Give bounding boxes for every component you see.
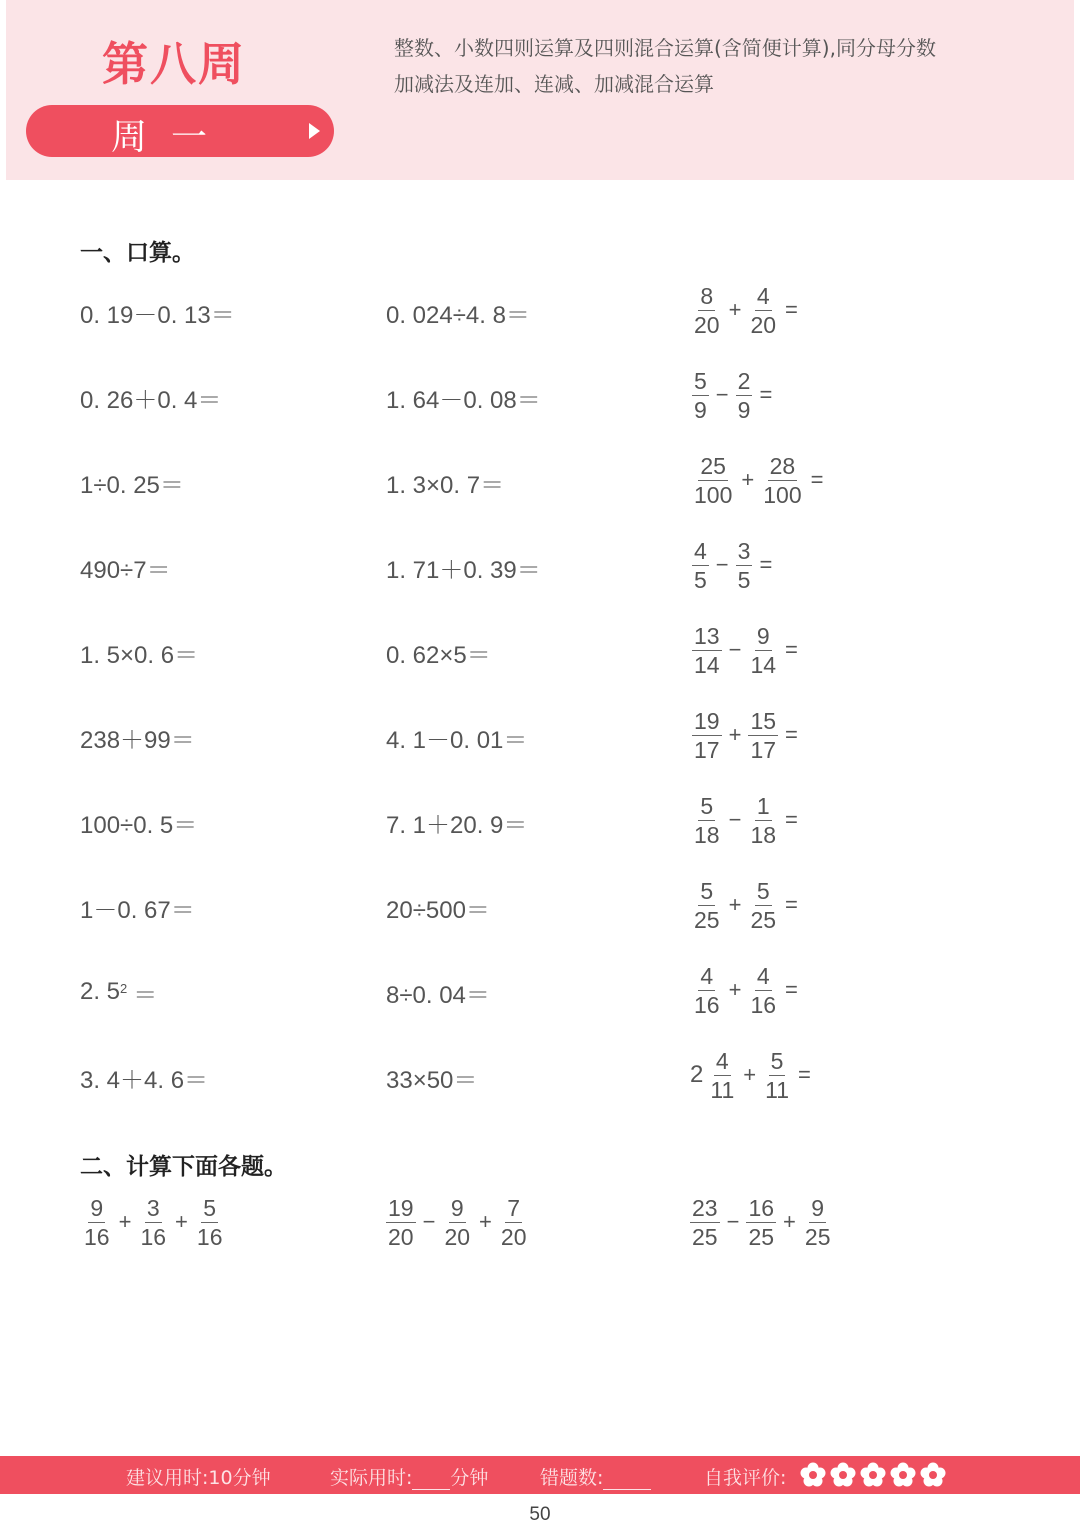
numerator: 4	[756, 962, 770, 989]
denominator: 9	[737, 396, 751, 423]
oral-problem: 33×50＝	[386, 1066, 478, 1094]
numerator: 4	[700, 962, 714, 989]
denominator: 14	[694, 651, 720, 678]
play-arrow-icon	[309, 123, 320, 139]
numerator: 5	[756, 877, 770, 904]
operator: −	[728, 807, 742, 832]
fraction-problem	[690, 1045, 816, 1105]
fraction	[692, 707, 722, 764]
denominator: 100	[763, 481, 802, 508]
fraction	[82, 1194, 112, 1251]
operator: +	[783, 1209, 796, 1234]
operator: +	[728, 297, 742, 322]
oral-problem: 1÷0. 25＝	[80, 471, 184, 499]
fraction-problem	[690, 365, 777, 425]
fraction	[708, 1047, 736, 1104]
denominator: 20	[694, 311, 720, 338]
actual-time	[330, 1463, 488, 1490]
fraction	[690, 1194, 720, 1251]
operator: +	[741, 467, 755, 492]
section-2-title: 二、计算下面各题。	[80, 1154, 287, 1180]
oral-problem: 1. 71＋0. 39＝	[386, 556, 541, 584]
equals-sign: =	[785, 892, 798, 917]
fraction-problem	[690, 705, 803, 765]
operator: +	[479, 1209, 492, 1234]
fraction	[748, 962, 778, 1019]
whole-number: 2	[690, 1061, 704, 1088]
numerator: 4	[715, 1047, 729, 1074]
numerator: 25	[700, 452, 726, 479]
numerator: 7	[507, 1194, 521, 1221]
fraction-problem	[690, 535, 777, 595]
numerator: 16	[748, 1194, 775, 1221]
fraction	[386, 1194, 416, 1251]
oral-problem: 1. 3×0. 7＝	[386, 471, 505, 499]
denominator: 20	[388, 1223, 414, 1250]
fraction	[692, 537, 709, 594]
topic-description	[394, 30, 1034, 102]
calc-problem	[80, 1192, 227, 1252]
operator: +	[728, 892, 742, 917]
error-count	[540, 1463, 651, 1490]
oral-problem: 20÷500＝	[386, 896, 490, 924]
section-1-title: 一、口算。	[80, 240, 195, 266]
operator: −	[728, 637, 742, 662]
fraction	[692, 792, 722, 849]
numerator: 1	[756, 792, 770, 819]
equals-sign: =	[785, 722, 798, 747]
numerator: 5	[694, 367, 707, 394]
fraction	[748, 622, 778, 679]
oral-problem: 0. 62×5＝	[386, 641, 491, 669]
operator: −	[715, 382, 729, 407]
denominator: 16	[196, 1223, 223, 1250]
error-count-label: 错题数:	[540, 1467, 604, 1489]
fraction	[763, 1047, 791, 1104]
denominator: 14	[750, 651, 777, 678]
actual-time-unit: 分钟	[450, 1467, 489, 1489]
numerator: 9	[756, 622, 770, 649]
fraction	[692, 622, 722, 679]
actual-time-blank[interactable]	[412, 1472, 450, 1490]
flower-star-icon[interactable]	[860, 1462, 886, 1488]
topic-line-2: 加减法及连加、连减、加减混合运算	[394, 72, 714, 96]
operator: −	[715, 552, 729, 577]
suggested-time: 建议用时:10分钟	[126, 1467, 271, 1489]
flower-star-icon[interactable]	[830, 1462, 856, 1488]
fraction	[736, 537, 753, 594]
flower-star-icon[interactable]	[890, 1462, 916, 1488]
numerator: 9	[90, 1194, 104, 1221]
denominator: 17	[750, 736, 777, 763]
numerator: 4	[756, 282, 770, 309]
operator: +	[175, 1209, 188, 1234]
fraction	[761, 452, 803, 509]
fraction-problem	[690, 790, 803, 850]
footer-bar	[0, 1456, 1080, 1494]
denominator: 16	[84, 1223, 110, 1250]
actual-time-label: 实际用时:	[330, 1467, 413, 1489]
fraction	[803, 1194, 833, 1251]
numerator: 19	[694, 707, 720, 734]
numerator: 15	[750, 707, 777, 734]
numerator: 8	[700, 282, 714, 309]
fraction	[499, 1194, 529, 1251]
denominator: 20	[500, 1223, 527, 1250]
numerator: 9	[811, 1194, 825, 1221]
oral-problem: 1. 64－0. 08＝	[386, 386, 541, 414]
numerator: 5	[700, 792, 714, 819]
fraction	[195, 1194, 225, 1251]
denominator: 25	[748, 1223, 775, 1250]
oral-problem: 8÷0. 04＝	[386, 981, 490, 1009]
numerator: 5	[700, 877, 714, 904]
oral-problem: 490÷7＝	[80, 556, 171, 584]
calc-problem	[688, 1192, 835, 1252]
fraction-problem	[690, 280, 803, 340]
equals-sign: =	[759, 552, 773, 577]
fraction	[692, 877, 722, 934]
denominator: 5	[737, 566, 751, 593]
numerator: 5	[770, 1047, 784, 1074]
denominator: 5	[694, 566, 707, 593]
week-title: 第八周	[102, 37, 246, 91]
fraction	[692, 452, 734, 509]
equals-sign: =	[785, 297, 798, 322]
equals-sign: =	[785, 637, 798, 662]
denominator: 25	[694, 906, 720, 933]
flower-star-icon[interactable]	[800, 1462, 826, 1488]
oral-problem: 1－0. 67＝	[80, 896, 195, 924]
denominator: 20	[444, 1223, 471, 1250]
operator: −	[726, 1209, 740, 1234]
numerator: 3	[146, 1194, 160, 1221]
denominator: 25	[750, 906, 777, 933]
fraction	[748, 282, 778, 339]
oral-problem: 1. 5×0. 6＝	[80, 641, 199, 669]
numerator: 3	[737, 537, 751, 564]
page-number: 50	[529, 1504, 551, 1525]
fraction	[442, 1194, 472, 1251]
fraction	[736, 367, 753, 424]
fraction-problem	[690, 875, 803, 935]
denominator: 16	[750, 991, 777, 1018]
oral-problem: 238＋99＝	[80, 726, 195, 754]
denominator: 18	[750, 821, 777, 848]
denominator: 11	[710, 1076, 735, 1103]
operator: +	[728, 977, 742, 1002]
operator: −	[422, 1209, 436, 1234]
denominator: 25	[692, 1223, 718, 1250]
self-eval-stars	[800, 1462, 946, 1488]
calc-problem	[384, 1192, 531, 1252]
numerator: 13	[694, 622, 720, 649]
fraction	[138, 1194, 168, 1251]
denominator: 11	[765, 1076, 789, 1103]
oral-problem: 3. 4＋4. 6＝	[80, 1066, 209, 1094]
equals-sign: =	[759, 382, 773, 407]
oral-problem: 0. 19－0. 13＝	[80, 301, 235, 329]
equals-sign: =	[785, 807, 798, 832]
numerator: 4	[694, 537, 707, 564]
oral-problem: 0. 26＋0. 4＝	[80, 386, 222, 414]
oral-problem: 100÷0. 5＝	[80, 811, 198, 839]
numerator: 28	[769, 452, 796, 479]
fraction	[692, 962, 722, 1019]
operator: +	[743, 1062, 757, 1087]
oral-problem: 0. 024÷4. 8＝	[386, 301, 530, 329]
day-label: 周一	[110, 117, 231, 158]
operator: +	[118, 1209, 132, 1234]
fraction	[746, 1194, 776, 1251]
denominator: 20	[750, 311, 777, 338]
numerator: 5	[203, 1194, 217, 1221]
oral-problem: 2. 5 $^2$ ＝	[80, 978, 158, 1009]
equals-sign: =	[798, 1062, 811, 1087]
denominator: 16	[694, 991, 720, 1018]
denominator: 16	[140, 1223, 167, 1250]
denominator: 9	[694, 396, 707, 423]
oral-problem: 4. 1－0. 01＝	[386, 726, 528, 754]
fraction	[692, 282, 722, 339]
oral-problem: 7. 1＋20. 9＝	[386, 811, 528, 839]
fraction	[748, 877, 778, 934]
fraction-problem	[690, 620, 803, 680]
numerator: 2	[737, 367, 751, 394]
fraction-problem	[690, 960, 803, 1020]
equals-sign: =	[810, 467, 824, 492]
topic-line-1: 整数、小数四则运算及四则混合运算(含简便计算),同分母分数	[394, 36, 936, 60]
numerator: 23	[692, 1194, 718, 1221]
day-pill	[26, 105, 334, 157]
denominator: 100	[694, 481, 733, 508]
error-count-blank[interactable]	[603, 1472, 651, 1490]
denominator: 25	[804, 1223, 831, 1250]
fraction	[748, 792, 778, 849]
header-band	[6, 0, 1074, 180]
denominator: 17	[694, 736, 720, 763]
fraction	[748, 707, 778, 764]
equals-sign: =	[785, 977, 798, 1002]
numerator: 9	[450, 1194, 464, 1221]
self-eval-label: 自我评价:	[704, 1467, 787, 1489]
denominator: 18	[694, 821, 720, 848]
fraction	[692, 367, 709, 424]
numerator: 19	[388, 1194, 414, 1221]
operator: +	[728, 722, 742, 747]
fraction-problem	[690, 450, 828, 510]
flower-star-icon[interactable]	[920, 1462, 946, 1488]
